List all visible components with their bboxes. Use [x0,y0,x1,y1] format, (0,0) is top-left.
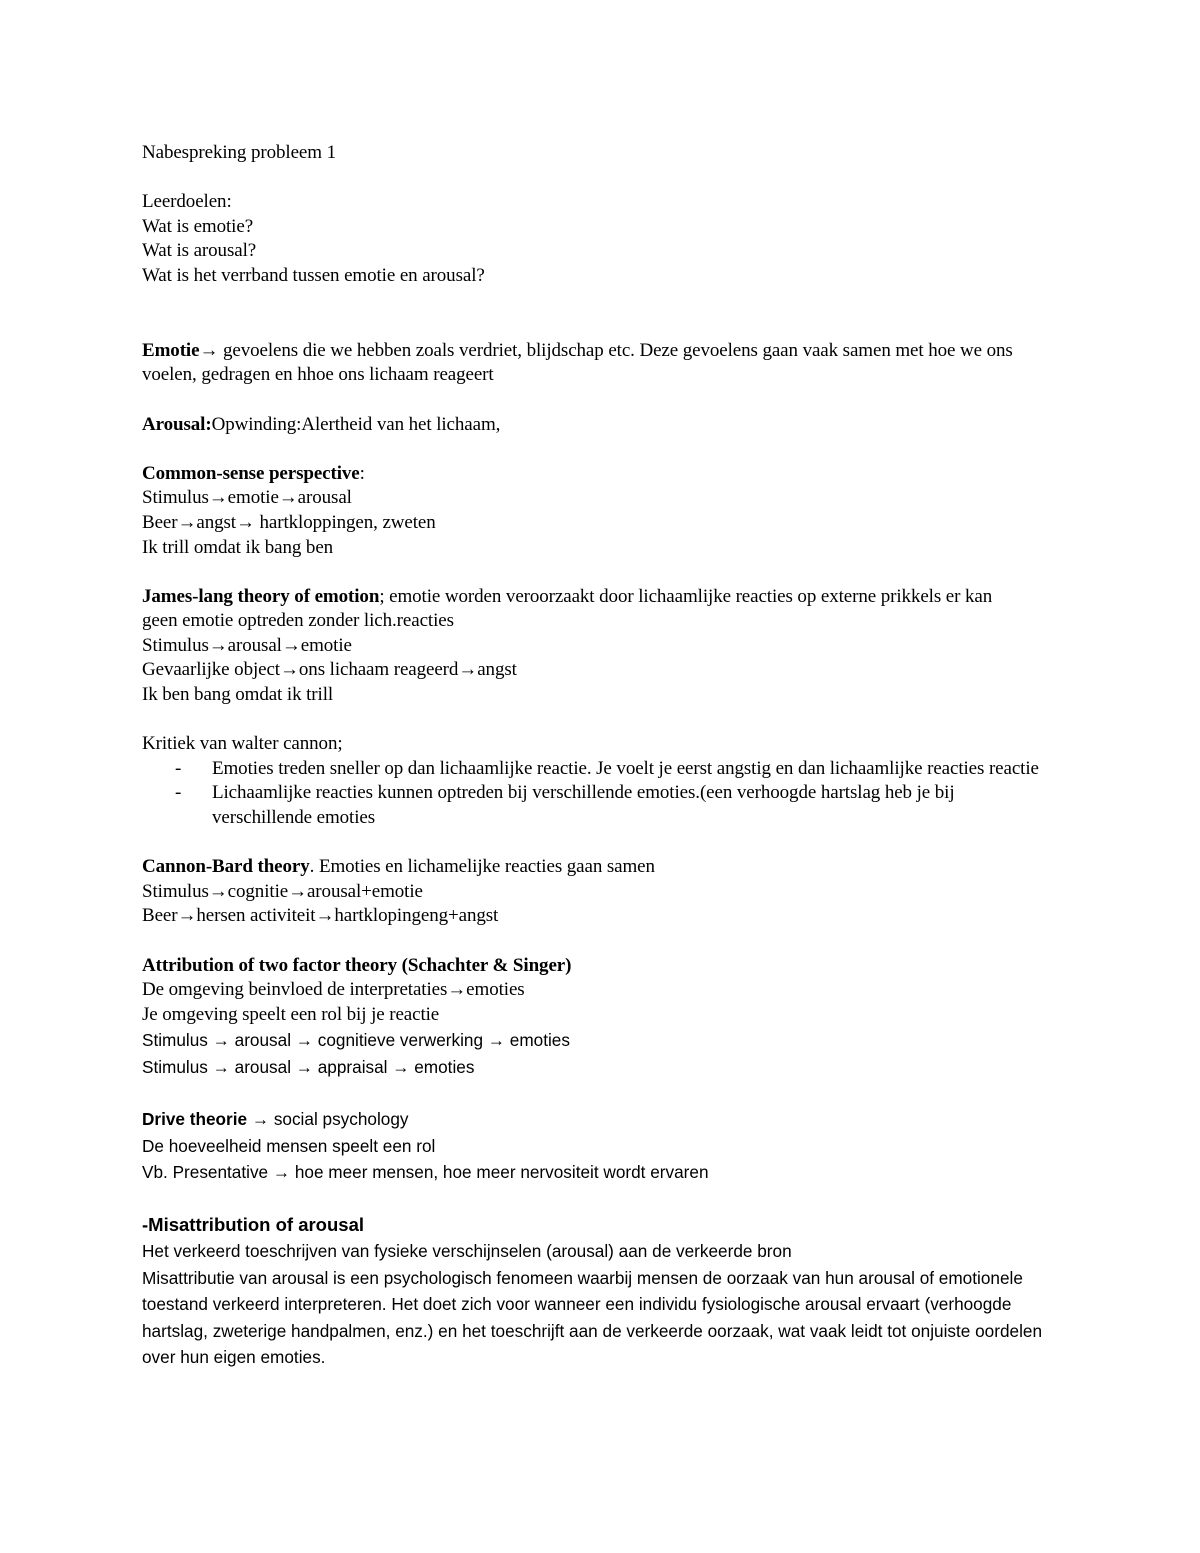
emotie-text: gevoelens die we hebben zoals verdriet, blijdschap etc. Deze gevoelens gaan vaak samen met hoe we ons voelen, gedragen en hhoe ons lichaam reageert [142,339,1013,386]
cannon-bard-line: Beer→hersen activiteit→hartklopingeng+angst [142,905,499,927]
sans-section [142,1027,1082,1371]
arousal-term: Arousal: [142,413,212,435]
two-factor-chain: Stimulus → arousal → cognitieve verwerking → emoties [142,1030,570,1051]
common-sense-heading-line [142,462,1082,487]
two-factor-heading-text: Attribution of two factor theory (Schachter & Singer) [142,954,572,976]
emotie-term: Emotie→ [142,339,219,361]
document-page [142,141,1082,1371]
common-sense-line: Ik trill omdat ik bang ben [142,536,334,558]
bullet-dash: - [175,782,182,804]
arousal-text: Opwinding:Alertheid van het lichaam, [211,413,501,435]
misattribution-line: Het verkeerd toeschrijven van fysieke verschijnselen (arousal) aan de verkeerde bron [142,1241,792,1262]
drive-line: Vb. Presentative → hoe meer mensen, hoe meer nervositeit wordt ervaren [142,1162,709,1183]
intro-section [142,141,1082,1027]
drive-definition [142,1106,1082,1133]
common-sense-suffix: : [359,462,365,484]
two-factor-heading [142,954,1082,979]
common-sense-line: Beer→angst→ hartkloppingen, zweten [142,511,436,533]
bullet-dash: - [175,757,182,779]
critique-item-text: Emoties treden sneller op dan lichaamlijke reactie. Je voelt je eerst angstig en dan lichaamlijke reacties reactie [212,757,1039,779]
goals-label: Leerdoelen: [142,191,232,213]
common-sense-heading: Common-sense perspective [142,462,360,484]
misattribution-heading: -Misattribution of arousal [142,1213,364,1235]
james-lang-line: Gevaarlijke object→ons lichaam reageerd→angst [142,659,517,681]
james-lang-line: Stimulus→arousal→emotie [142,634,352,656]
two-factor-chain: Stimulus → arousal → appraisal → emoties [142,1056,475,1077]
james-lang-definition [142,585,1022,634]
cannon-bard-line: Stimulus→cognitie→arousal+emotie [142,880,423,902]
cannon-bard-text: . Emoties en lichamelijke reacties gaan samen [309,856,655,878]
drive-heading: Drive theorie [142,1109,248,1130]
cannon-bard-definition [142,855,1082,880]
critique-list [142,757,1082,831]
document-title: Nabespreking probleem 1 [142,142,336,163]
goal-item: Wat is arousal? [142,240,257,262]
james-lang-text: ; emotie worden veroorzaakt door lichaamlijke reacties op externe prikkels er kan geen emotie optreden zonder lich.reacties [142,585,993,632]
emotie-definition [142,339,1062,388]
drive-text: → social psychology [247,1109,409,1130]
critique-heading: Kritiek van walter cannon; [142,733,343,755]
common-sense-line: Stimulus→emotie→arousal [142,487,352,509]
james-lang-line: Ik ben bang omdat ik trill [142,684,334,706]
arousal-definition [142,413,1082,438]
cannon-bard-heading: Cannon-Bard theory [142,856,310,878]
james-lang-heading: James-lang theory of emotion [142,585,380,607]
misattribution-paragraph: Misattributie van arousal is een psychologisch fenomeen waarbij mensen de oorzaak van hun arousal of emotionele toestand verkeerd interpreteren. Het doet zich voor wanneer een individu fysiologische arousal ervaart (verhoogde hartslag, zweterige handpalmen, enz.) en het toeschrijft aan de verkeerde oorzaak, wat vaak leidt tot onjuiste oordelen over hun eigen emoties. [142,1267,1043,1368]
drive-line: De hoeveelheid mensen speelt een rol [142,1135,436,1156]
two-factor-line: Je omgeving speelt een rol bij je reactie [142,1003,440,1025]
goal-item: Wat is emotie? [142,215,254,237]
two-factor-line: De omgeving beinvloed de interpretaties→emoties [142,979,525,1001]
critique-item [142,781,1042,830]
critique-item [142,757,1042,782]
critique-item-text: Lichaamlijke reacties kunnen optreden bij verschillende emoties.(een verhoogde hartslag heb je bij verschillende emoties [212,782,955,829]
goal-item: Wat is het verrband tussen emotie en arousal? [142,264,485,286]
